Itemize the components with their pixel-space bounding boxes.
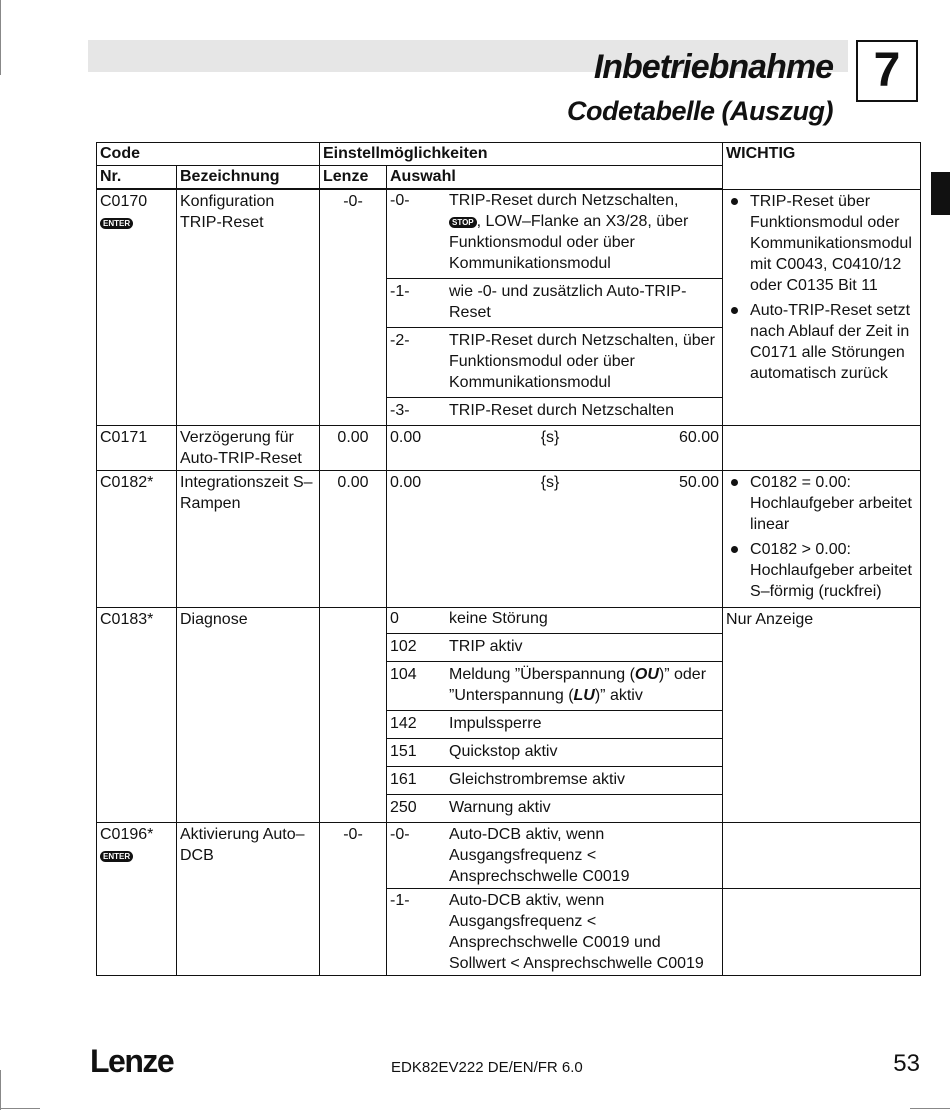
- display-ou-icon: OU: [634, 666, 659, 683]
- enter-key-icon: ENTER: [100, 851, 133, 862]
- crop-mark-bottom-left: [0, 1070, 1, 1110]
- display-lu-icon: LU: [573, 687, 595, 704]
- notes-c0196-0: [723, 823, 921, 889]
- chapter-number-box: 7: [856, 40, 918, 102]
- crop-mark-bottom-left-h: [0, 1108, 40, 1109]
- code-c0171: C0171: [97, 426, 177, 471]
- lenze-c0170: -0-: [320, 189, 387, 426]
- table-row-c0182: [97, 471, 921, 608]
- notes-c0182: [726, 472, 917, 602]
- option-c0183-151: 151 Quickstop aktiv: [387, 739, 722, 767]
- option-c0170-1: -1- wie -0- und zusätzlich Auto-TRIP-Reset: [387, 279, 722, 328]
- chapter-title: Inbetriebnahme: [593, 48, 833, 86]
- code-table: [96, 142, 921, 976]
- header-nr: Nr.: [97, 166, 177, 190]
- notes-c0170: [726, 191, 917, 384]
- option-c0183-142: 142 Impulssperre: [387, 711, 722, 739]
- stop-key-icon: STOP: [449, 217, 477, 228]
- option-c0170-3: -3- TRIP-Reset durch Netzschalten: [390, 402, 674, 419]
- note-item: Auto-TRIP-Reset setzt nach Ablauf der Zeit in C0171 alle Störungen automatisch zurück: [726, 300, 917, 384]
- table-row-c0196: [97, 823, 921, 889]
- page-number: 53: [893, 1050, 920, 1077]
- enter-key-icon: ENTER: [100, 218, 133, 229]
- option-c0170-0: -0- TRIP-Reset durch Netzschalten, STOP , LOW–Flanke an X3/28, über Funktionsmodul oder über Kommunikationsmodul: [387, 190, 722, 279]
- name-c0171: Verzögerung für Auto-TRIP-Reset: [177, 426, 320, 471]
- lenze-c0196: -0-: [320, 823, 387, 976]
- code-c0183: C0183*: [97, 608, 177, 823]
- header-selection: Auswahl: [387, 166, 723, 190]
- header-important: WICHTIG: [723, 143, 921, 190]
- lenze-logo: Lenze: [90, 1043, 174, 1079]
- option-c0183-250: 250 Warnung aktiv: [390, 799, 551, 816]
- header-settings: Einstellmöglichkeiten: [320, 143, 723, 166]
- code-c0170: C0170: [100, 193, 148, 210]
- code-c0182: C0182*: [97, 471, 177, 608]
- name-c0170: Konfiguration TRIP-Reset: [177, 189, 320, 426]
- option-c0196-1: -1- Auto-DCB aktiv, wenn Ausgangsfrequenz < Ansprechschwelle C0019 und Sollwert < Ansprechschwelle C0019: [390, 892, 704, 972]
- table-row-c0183: [97, 608, 921, 823]
- option-c0196-0: -0- Auto-DCB aktiv, wenn Ausgangsfrequenz < Ansprechschwelle C0019: [390, 826, 630, 885]
- notes-c0171: [723, 426, 921, 471]
- lenze-c0171: 0.00: [320, 426, 387, 471]
- notes-c0183: Nur Anzeige: [723, 608, 921, 823]
- range-c0182: 0.00 {s} 50.00: [390, 474, 719, 491]
- name-c0182: Integrationszeit S–Rampen: [177, 471, 320, 608]
- option-c0183-161: 161 Gleichstrombremse aktiv: [387, 767, 722, 795]
- note-item: TRIP-Reset über Funktionsmodul oder Kommunikationsmodul mit C0043, C0410/12 oder C0135 Bit 11: [726, 191, 917, 296]
- lenze-c0182: 0.00: [320, 471, 387, 608]
- option-c0183-0: 0 keine Störung: [387, 608, 722, 634]
- lenze-c0183: [320, 608, 387, 823]
- section-title: Codetabelle (Auszug): [566, 96, 833, 126]
- name-c0183: Diagnose: [177, 608, 320, 823]
- crop-mark-top-left: [0, 0, 1, 75]
- header-designation: Bezeichnung: [177, 166, 320, 190]
- range-c0171: 0.00 {s} 60.00: [390, 429, 719, 446]
- option-c0183-102: 102 TRIP aktiv: [387, 634, 722, 662]
- option-c0183-104: 104 Meldung ”Überspannung (OU)” oder ”Unterspannung (LU)” aktiv: [387, 662, 722, 711]
- table-row-c0170: [97, 189, 921, 426]
- chapter-side-tab: [931, 172, 950, 215]
- crop-mark-bottom-right-h: [910, 1108, 950, 1109]
- note-item: C0182 > 0.00: Hochlaufgeber arbeitet S–förmig (ruckfrei): [726, 539, 917, 602]
- document-id: EDK82EV222 DE/EN/FR 6.0: [391, 1059, 583, 1076]
- notes-c0196-1: [723, 889, 921, 976]
- note-item: C0182 = 0.00: Hochlaufgeber arbeitet linear: [726, 472, 917, 535]
- table-row-c0171: [97, 426, 921, 471]
- code-c0196: C0196*: [100, 826, 154, 843]
- header-lenze: Lenze: [320, 166, 387, 190]
- header-code: Code: [97, 143, 320, 166]
- name-c0196: Aktivierung Auto–DCB: [177, 823, 320, 976]
- option-c0170-2: -2- TRIP-Reset durch Netzschalten, über Funktionsmodul oder über Kommunikationsmodul: [387, 328, 722, 398]
